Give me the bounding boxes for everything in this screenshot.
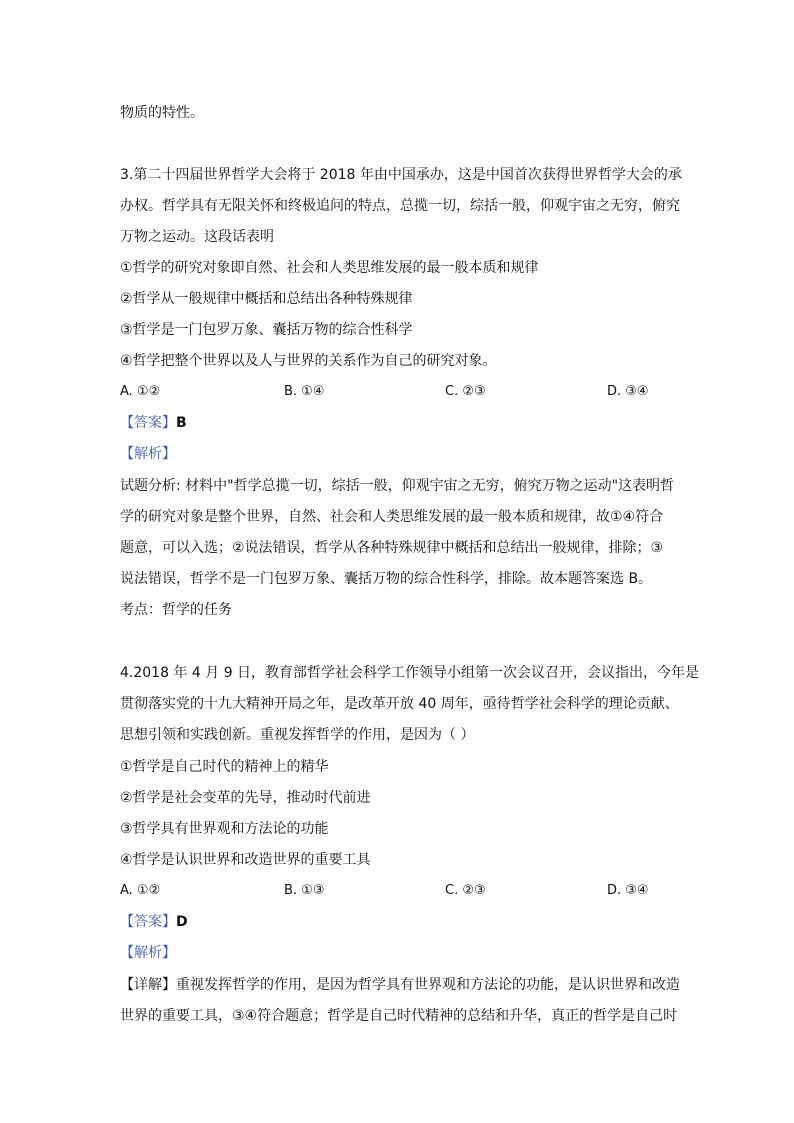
q4-item-3: ③哲学具有世界观和方法论的功能 xyxy=(120,821,329,837)
q3-answer-tag: 【答案】 xyxy=(120,415,176,431)
q3-option-d: D. ③④ xyxy=(607,384,649,399)
q3-analysis-tag: 【解析】 xyxy=(120,446,176,462)
top-fragment: 物质的特性。 xyxy=(120,105,204,121)
q4-answer-value: D xyxy=(176,914,188,930)
q3-item-3: ③哲学是一门包罗万象、囊括万物的综合性科学 xyxy=(120,322,413,338)
q3-analysis-line-3: 题意，可以入选；②说法错误，哲学从各种特殊规律中概括和总结出一般规律，排除；③ xyxy=(120,540,664,556)
q4-answer-row xyxy=(120,912,680,932)
q3-answer-row xyxy=(120,413,680,433)
q3-kaodian: 考点：哲学的任务 xyxy=(120,602,232,618)
q3-stem-line-3: 万物之运动。这段话表明 xyxy=(120,229,274,245)
q4-option-b: B. ①③ xyxy=(284,883,325,898)
q4-stem-line-2: 贯彻落实党的十九大精神开局之年，是改革开放 40 周年，亟待哲学社会科学的理论贡献、 xyxy=(120,696,679,712)
q4-option-d: D. ③④ xyxy=(607,883,649,898)
q4-detail-line-1 xyxy=(120,975,680,995)
q3-option-b: B. ①④ xyxy=(284,384,325,399)
q4-option-c: C. ②③ xyxy=(445,883,486,898)
q3-item-4: ④哲学把整个世界以及人与世界的关系作为自己的研究对象。 xyxy=(120,353,497,369)
q4-item-2: ②哲学是社会变革的先导，推动时代前进 xyxy=(120,790,371,806)
q3-analysis-line-2: 学的研究对象是整个世界，自然、社会和人类思维发展的最一般本质和规律，故①④符合 xyxy=(120,509,664,525)
q3-option-a: A. ①② xyxy=(120,384,161,399)
q3-item-1: ①哲学的研究对象即自然、社会和人类思维发展的最一般本质和规律 xyxy=(120,260,539,276)
q4-detail-tag: 【详解】 xyxy=(120,977,176,993)
q4-answer-tag: 【答案】 xyxy=(120,914,176,930)
q3-analysis-line-1: 试题分析: 材料中"哲学总揽一切，综括一般，仰观宇宙之无穷，俯究万物之运动"这表明哲 xyxy=(120,478,675,494)
q4-item-4: ④哲学是认识世界和改造世界的重要工具 xyxy=(120,852,371,868)
q4-option-a: A. ①② xyxy=(120,883,161,898)
q3-stem-line-2: 办权。哲学具有无限关怀和终极追问的特点，总揽一切，综括一般，仰观宇宙之无穷，俯究 xyxy=(120,198,680,214)
q4-stem-line-1: 4.2018 年 4 月 9 日，教育部哲学社会科学工作领导小组第一次会议召开，会议指出，今年是 xyxy=(120,665,700,681)
q4-item-1: ①哲学是自己时代的精神上的精华 xyxy=(120,759,329,775)
q4-stem-line-3: 思想引领和实践创新。重视发挥哲学的作用，是因为（ ） xyxy=(120,727,475,743)
q3-answer-value: B xyxy=(176,415,187,431)
q3-option-c: C. ②③ xyxy=(445,384,486,399)
q4-detail-line-2: 世界的重要工具，③④符合题意；哲学是自己时代精神的总结和升华，真正的哲学是自己时 xyxy=(120,1008,678,1024)
q3-analysis-line-4: 说法错误，哲学不是一门包罗万象、囊括万物的综合性科学，排除。故本题答案选 B。 xyxy=(120,571,653,587)
q4-analysis-tag: 【解析】 xyxy=(120,945,176,961)
q4-detail-text-1: 重视发挥哲学的作用，是因为哲学具有世界观和方法论的功能，是认识世界和改造 xyxy=(176,977,680,993)
q3-item-2: ②哲学从一般规律中概括和总结出各种特殊规律 xyxy=(120,291,413,307)
q3-stem-line-1: 3.第二十四届世界哲学大会将于 2018 年由中国承办，这是中国首次获得世界哲学大会的承 xyxy=(120,167,682,183)
